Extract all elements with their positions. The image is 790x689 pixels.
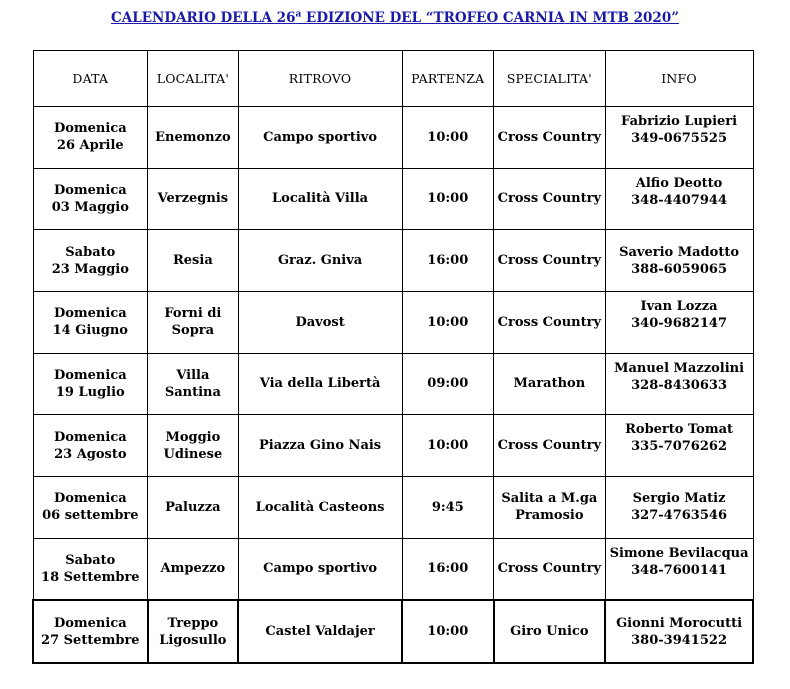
cell-data-line: 19 Luglio: [55, 384, 125, 400]
cell-info: [605, 107, 753, 169]
cell-specialita: [494, 415, 606, 477]
cell-info: [605, 415, 753, 477]
cell-partenza: 9:45: [402, 476, 494, 538]
cell-localita: [148, 107, 239, 169]
cell-data-line: Domenica: [53, 615, 127, 631]
cell-info-line: Saverio Madotto: [619, 244, 740, 260]
cell-localita-line: Ligosullo: [159, 632, 227, 648]
cell-data-line: Sabato: [65, 244, 116, 260]
title-superscript: a: [295, 9, 302, 20]
cell-info-line: 348-4407944: [631, 192, 727, 208]
header-info: INFO: [605, 51, 753, 107]
cell-specialita: [494, 107, 606, 169]
cell-info: [605, 600, 753, 663]
header-partenza: PARTENZA: [402, 51, 494, 107]
cell-data-line: 18 Settembre: [41, 569, 140, 585]
cell-specialita: [494, 168, 606, 230]
table-row: [33, 291, 753, 353]
cell-data: [33, 415, 148, 477]
cell-localita-line: Sopra: [171, 323, 215, 339]
table-row: [33, 476, 753, 538]
cell-info-line: Ivan Lozza: [640, 298, 718, 314]
calendar-table: [32, 50, 754, 664]
cell-info-line: 388-6059065: [631, 261, 727, 277]
cell-data-line: Domenica: [53, 306, 127, 322]
cell-partenza: 10:00: [402, 107, 494, 169]
header-specialita: SPECIALITA': [494, 51, 606, 107]
cell-data: [33, 291, 148, 353]
cell-info-line: Sergio Matiz: [632, 491, 726, 507]
cell-info: [605, 353, 753, 415]
cell-specialita: [494, 538, 606, 600]
cell-info-line: Roberto Tomat: [625, 422, 734, 438]
cell-ritrovo: Castel Valdajer: [238, 600, 402, 663]
cell-data-line: 23 Maggio: [51, 261, 129, 277]
cell-data-line: Domenica: [53, 121, 127, 137]
table-row: [33, 107, 753, 169]
table-row: [33, 168, 753, 230]
cell-localita-line: Villa: [176, 367, 210, 383]
table-row: [33, 538, 753, 600]
cell-data: [33, 107, 148, 169]
cell-specialita-line: Cross Country: [497, 191, 602, 207]
cell-info-line: 340-9682147: [631, 315, 727, 331]
cell-info-line: 328-8430633: [631, 377, 727, 393]
title-suffix: EDIZIONE DEL “TROFEO CARNIA IN MTB 2020”: [301, 10, 679, 26]
cell-partenza: 10:00: [402, 415, 494, 477]
cell-specialita-line: Cross Country: [497, 314, 602, 330]
cell-specialita-line: Marathon: [513, 376, 586, 392]
cell-specialita-line: Cross Country: [497, 561, 602, 577]
cell-partenza: 09:00: [402, 353, 494, 415]
table-row: [33, 230, 753, 292]
cell-data-line: 23 Agosto: [54, 446, 127, 462]
cell-info-line: Simone Bevilacqua: [609, 545, 749, 561]
cell-specialita: [494, 353, 606, 415]
cell-data-line: 26 Aprile: [56, 138, 124, 154]
cell-info: [605, 230, 753, 292]
cell-specialita-line: Cross Country: [497, 438, 602, 454]
cell-specialita: [494, 291, 606, 353]
cell-data-line: 06 settembre: [42, 508, 139, 524]
cell-data-line: 03 Maggio: [51, 199, 129, 215]
cell-partenza: 16:00: [402, 230, 494, 292]
cell-specialita: [494, 476, 606, 538]
cell-specialita: [494, 600, 606, 663]
header-ritrovo: RITROVO: [238, 51, 402, 107]
cell-info: [605, 168, 753, 230]
cell-localita: [148, 476, 239, 538]
cell-info-line: Gionni Morocutti: [616, 615, 743, 631]
cell-ritrovo: Graz. Gniva: [238, 230, 402, 292]
cell-info: [605, 291, 753, 353]
cell-localita-line: Santina: [164, 384, 221, 400]
table-row: [33, 600, 753, 663]
cell-data-line: Domenica: [53, 182, 127, 198]
cell-data: [33, 230, 148, 292]
cell-specialita-line: Salita a M.ga: [501, 491, 598, 507]
cell-ritrovo: Campo sportivo: [238, 538, 402, 600]
cell-ritrovo: Piazza Gino Nais: [238, 415, 402, 477]
cell-partenza: 16:00: [402, 538, 494, 600]
cell-localita: [148, 168, 239, 230]
cell-data-line: Domenica: [53, 491, 127, 507]
cell-ritrovo: Campo sportivo: [238, 107, 402, 169]
cell-specialita-line: Giro Unico: [510, 624, 589, 640]
cell-localita: [148, 538, 239, 600]
cell-ritrovo: Località Villa: [238, 168, 402, 230]
cell-localita-line: Ampezzo: [160, 561, 226, 577]
cell-info-line: Alfio Deotto: [635, 175, 723, 191]
cell-localita-line: Udinese: [163, 446, 223, 462]
page-title: [0, 10, 790, 26]
cell-data: [33, 476, 148, 538]
cell-localita: [148, 415, 239, 477]
cell-info-line: 380-3941522: [631, 632, 727, 648]
cell-partenza: 10:00: [402, 291, 494, 353]
cell-data-line: Domenica: [53, 429, 127, 445]
cell-localita-line: Treppo: [167, 615, 219, 631]
cell-localita-line: Verzegnis: [157, 191, 229, 207]
cell-data-line: 27 Settembre: [41, 632, 140, 648]
cell-specialita-line: Pramosio: [515, 508, 584, 524]
cell-localita-line: Enemonzo: [155, 129, 231, 145]
cell-info-line: 348-7600141: [631, 562, 727, 578]
cell-localita: [148, 230, 239, 292]
cell-specialita: [494, 230, 606, 292]
header-localita: LOCALITA': [148, 51, 239, 107]
title-prefix: CALENDARIO DELLA 26: [111, 10, 296, 26]
cell-data: [33, 168, 148, 230]
cell-data-line: 14 Giugno: [52, 323, 128, 339]
cell-localita: [148, 291, 239, 353]
cell-data: [33, 353, 148, 415]
cell-ritrovo: Località Casteons: [238, 476, 402, 538]
header-data: DATA: [33, 51, 148, 107]
cell-info-line: Fabrizio Lupieri: [621, 114, 738, 129]
cell-data: [33, 538, 148, 600]
cell-info-line: Manuel Mazzolini: [614, 360, 745, 376]
cell-info: [605, 476, 753, 538]
cell-localita-line: Resia: [172, 253, 213, 269]
cell-localita-line: Paluzza: [165, 499, 221, 515]
cell-info: [605, 538, 753, 600]
table-row: [33, 415, 753, 477]
cell-localita: [148, 353, 239, 415]
cell-specialita-line: Cross Country: [497, 253, 602, 269]
cell-localita: [148, 600, 239, 663]
cell-localita-line: Moggio: [165, 429, 221, 445]
cell-ritrovo: Via della Libertà: [238, 353, 402, 415]
cell-data: [33, 600, 148, 663]
cell-info-line: 335-7076262: [631, 439, 727, 455]
cell-partenza: 10:00: [402, 600, 494, 663]
cell-data-line: Domenica: [53, 367, 127, 383]
table-row: [33, 353, 753, 415]
cell-ritrovo: Davost: [238, 291, 402, 353]
cell-data-line: Sabato: [65, 552, 116, 568]
cell-partenza: 10:00: [402, 168, 494, 230]
cell-localita-line: Forni di: [164, 306, 222, 322]
cell-info-line: 327-4763546: [631, 508, 727, 524]
cell-specialita-line: Cross Country: [497, 129, 602, 145]
cell-info-line: 349-0675525: [631, 131, 727, 146]
header-row: [33, 51, 753, 107]
